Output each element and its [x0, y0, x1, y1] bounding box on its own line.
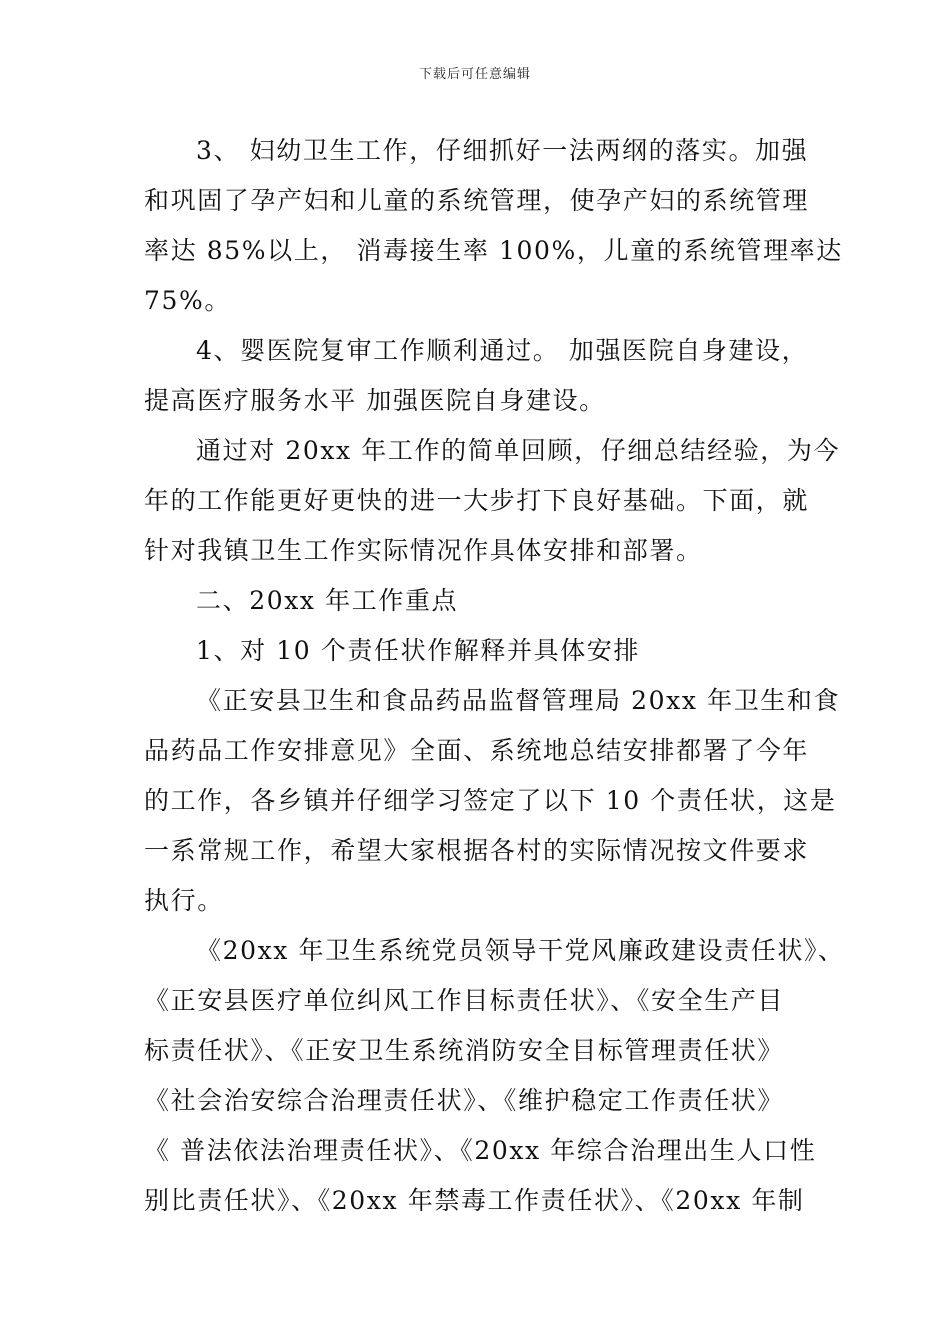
subsection-heading: 1、对 10 个责任状作解释并具体安排 [196, 636, 641, 665]
body-line-17: 《20xx 年卫生系统党员领导干党风廉政建设责任状》、 [196, 936, 845, 965]
body-line-18: 《正安县医疗单位纠风工作目标责任状》、《安全生产目 [144, 986, 785, 1015]
body-line-8: 年的工作能更好更快的进一大步打下良好基础。下面，就 [144, 486, 810, 515]
body-line-3: 率达 85%以上， 消毒接生率 100%，儿童的系统管理率达 [144, 236, 843, 265]
body-line-9: 针对我镇卫生工作实际情况作具体安排和部署。 [144, 536, 703, 565]
body-line-1: 3、 妇幼卫生工作，仔细抓好一法两纲的落实。加强 [196, 136, 809, 165]
body-line-4: 75%。 [144, 286, 231, 315]
body-line-19: 标责任状》、《正安卫生系统消防安全目标管理责任状》 [144, 1036, 785, 1065]
body-line-20: 《社会治安综合治理责任状》、《维护稳定工作责任状》 [144, 1086, 785, 1115]
body-line-16: 执行。 [144, 886, 224, 915]
body-line-14: 的工作，各乡镇并仔细学习签定了以下 10 个责任状，这是 [144, 786, 837, 815]
body-line-15: 一系常规工作，希望大家根据各村的实际情况按文件要求 [144, 836, 810, 865]
header-note: 下载后可任意编辑 [418, 67, 531, 82]
body-line-21: 《 普法依法治理责任状》、《20xx 年综合治理出生人口性 [144, 1136, 817, 1165]
body-line-2: 和巩固了孕产妇和儿童的系统管理，使孕产妇的系统管理 [144, 186, 810, 215]
body-line-6: 提高医疗服务水平 加强医院自身建设。 [144, 386, 606, 415]
body-line-22: 别比责任状》、《20xx 年禁毒工作责任状》、《20xx 年制 [144, 1186, 805, 1215]
section-heading: 二、20xx 年工作重点 [196, 586, 459, 615]
body-line-12: 《正安县卫生和食品药品监督管理局 20xx 年卫生和食 [196, 686, 841, 715]
body-line-13: 品药品工作安排意见》全面、系统地总结安排都署了今年 [144, 736, 810, 765]
body-line-7: 通过对 20xx 年工作的简单回顾，仔细总结经验，为今 [196, 436, 841, 465]
body-line-5: 4、婴医院复审工作顺利通过。 加强医院自身建设， [196, 336, 809, 365]
